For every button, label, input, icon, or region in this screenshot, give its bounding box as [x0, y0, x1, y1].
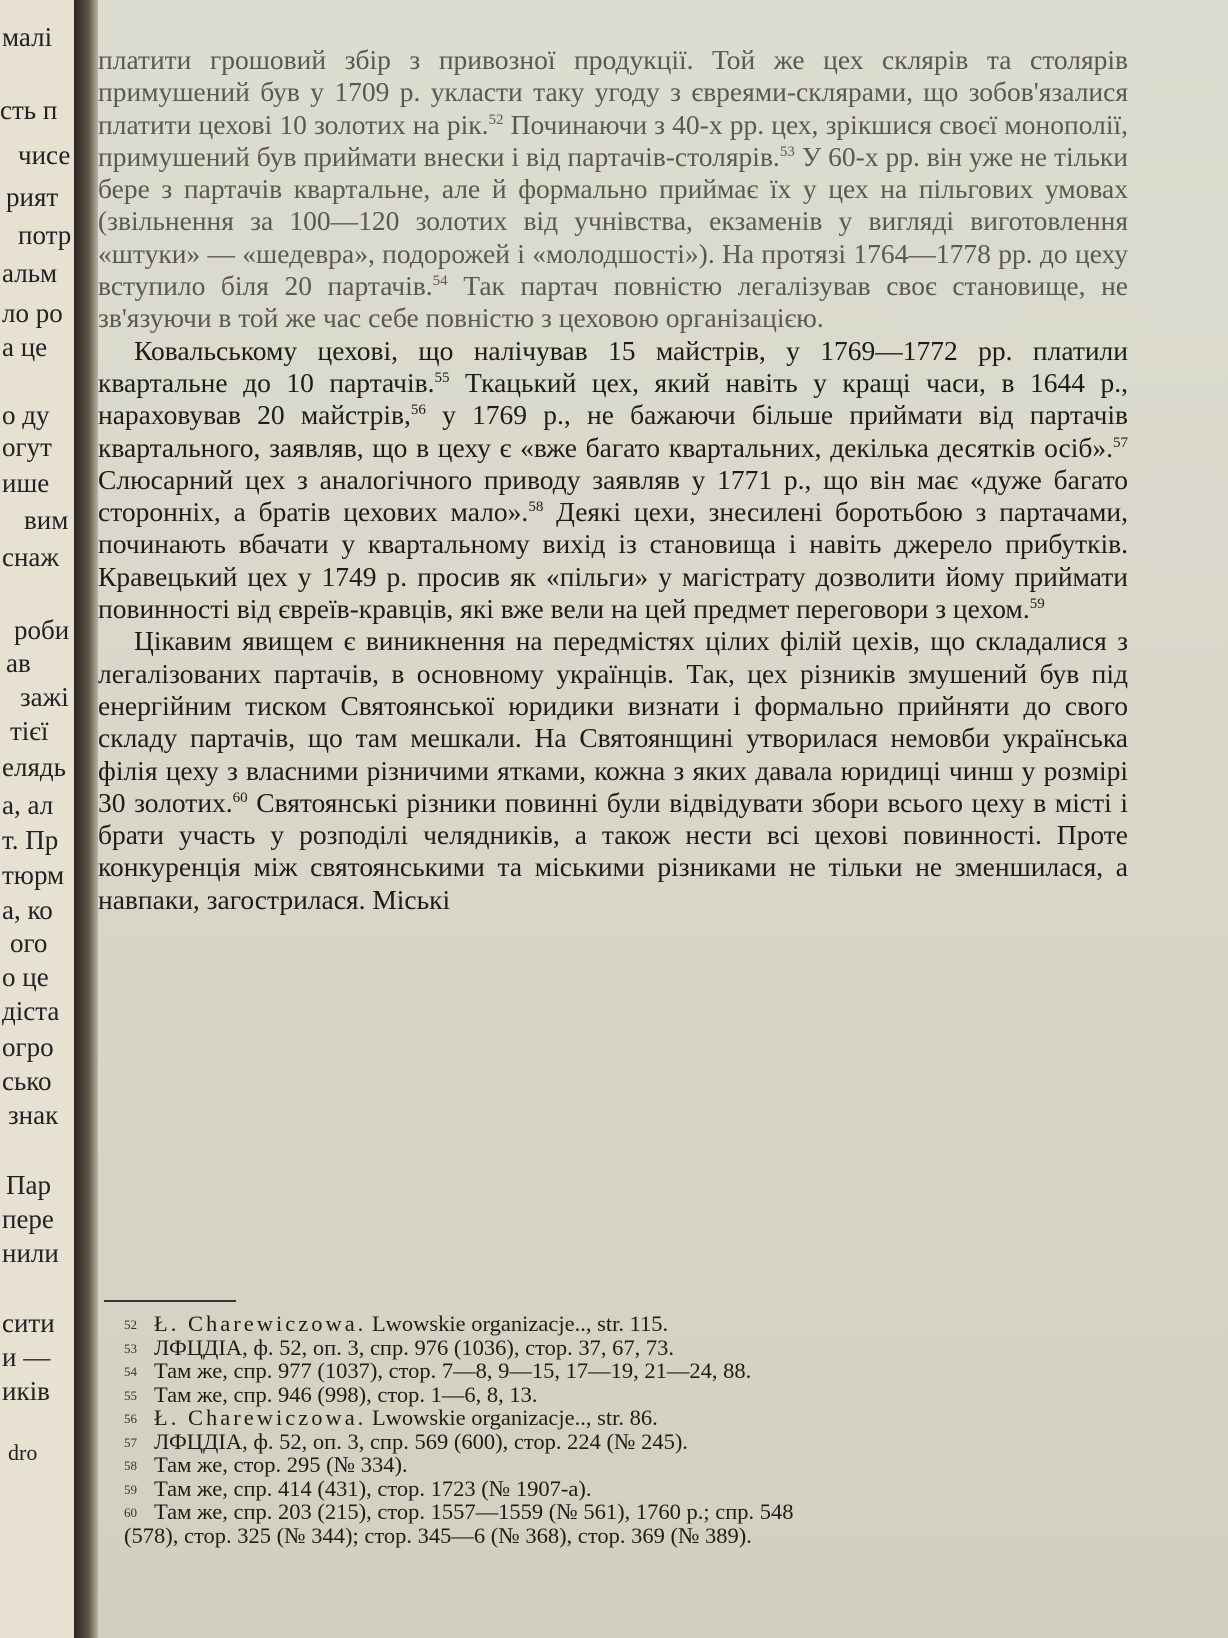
footnote: 56 Ł. Charewiczowa. Lwowskie organizacje.., str. 86. — [124, 1405, 658, 1430]
footnote: 59 Там же, спр. 414 (431), стор. 1723 (№ 1907-а). — [124, 1475, 592, 1501]
left-page-fragment: иків — [2, 1376, 50, 1406]
footnote: 53 ЛФЦДІА, ф. 52, оп. 3, спр. 976 (1036), стор. 37, 67, 73. — [124, 1334, 674, 1360]
footnote: 54 Там же, спр. 977 (1037), стор. 7—8, 9—15, 17—19, 21—24, 88. — [124, 1358, 752, 1383]
left-page-fragment: малі — [2, 22, 53, 52]
footnote: 60 Там же, спр. 203 (215), стор. 1557—1559 (№ 561), 1760 р.; спр. 548 — [124, 1499, 794, 1524]
left-page-fragment: а, ко — [2, 895, 53, 925]
paragraph: Ковальському цехові, що налічував 15 майстрів, у 1769—1772 рр. платили квартальне до 10 партачів.$^{55}$ Ткацький цех, який навіть у кращі часи, в 1644 р., нараховував 20 майстрів,$^{56}$ у 1769 р., не бажаючи більше приймати від партачів квартального, заявляв, що в цеху є «вже багато квартальних, декілька десятків осіб».$^{57}$ Слюсарний цех з аналогічного приводу заявляв у 1771 р., що він має «дуже багато сторонніх, а братів цехових мало».$^{58}$ Деякі цехи, знесилені боротьбою з партачами, починають вбачати у квартальному вихід із становища і навіть джерело прибутків. Кравецький цех у 1749 р. просив як «пільги» у магістрату дозволити йому приймати повинності від євреїв-кравців, які вже вели на цей предмет переговори з цехом.$^{59}$ — [98, 334, 1129, 625]
paragraph: Цікавим явищем є виникнення на передмістях цілих філій цехів, що складалися з легалізованих партачів, в основному українців. Так, цех різників змушений був під енергійним тиском Святоянської юридики визнати і формально прийняти до свого складу партачів, що там мешкали. На Святоянщині утворилася немовби українська філія цеху з власними різничими ятками, кожна з яких давала юридиці чинш у розмірі 30 золотих.$^{60}$ Святоянські різники повинні були відвідувати збори всього цеху в місті і брати участь у розподілі челядників, а також нести всі цехові повинності. Проте конкуренція між святоянськими та міськими різниками не тільки не зменшилася, а навпаки, загострилася. Міські — [98, 625, 1128, 915]
right-page — [98, 0, 1228, 1638]
left-page-fragment: рият — [6, 182, 59, 212]
left-page-fragment: знак — [8, 1100, 59, 1130]
left-page-fragment: о це — [2, 962, 49, 992]
left-page-fragment: потр — [18, 220, 72, 250]
footnote-ref[interactable]: 56 — [410, 402, 426, 419]
footnote: 55 Там же, спр. 946 (998), стор. 1—6, 8, 13. — [124, 1381, 538, 1407]
left-page-fragment: ого — [10, 928, 48, 958]
footnote-continuation: (578), стор. 325 (№ 344); стор. 345—6 (№ 368), стор. 369 (№ 389). — [124, 1522, 752, 1548]
left-page-fragment: Пар — [6, 1170, 51, 1200]
left-page-fragment: зажі — [20, 682, 69, 712]
left-page-fragment: діста — [2, 996, 60, 1026]
footnote-ref[interactable]: 57 — [1113, 434, 1128, 451]
footnote: 58 Там же, стор. 295 (№ 334). — [124, 1452, 408, 1477]
left-page-fragment: сть п — [0, 95, 58, 125]
left-page-fragment: альм — [2, 258, 58, 288]
left-page-fragment: нили — [2, 1238, 59, 1268]
left-page-fragment: тієї — [10, 716, 49, 746]
left-page-fragment: и — — [2, 1342, 51, 1372]
left-page-fragment: сити — [2, 1308, 55, 1338]
left-page-fragment: огут — [2, 432, 52, 462]
left-page-fragment: вим — [24, 505, 69, 535]
left-page-fragment: ише — [2, 468, 50, 498]
left-page-fragment: dro — [8, 1440, 38, 1465]
left-page-fragment: елядь — [2, 752, 66, 782]
left-page-fragment: роби — [14, 615, 70, 645]
footnote-separator — [104, 1300, 236, 1302]
footnote-ref[interactable]: 52 — [488, 111, 504, 128]
body-text — [98, 44, 1128, 916]
left-page-fragment: сько — [2, 1066, 52, 1096]
left-page-fragment: ав — [6, 648, 31, 678]
left-page-fragment: огро — [2, 1032, 54, 1062]
footnotes — [124, 1312, 1134, 1547]
left-page-fragment: а це — [2, 332, 48, 362]
left-page-fragment: ло ро — [2, 298, 63, 328]
footnote: 57 ЛФЦДІА, ф. 52, оп. 3, спр. 569 (600), стор. 224 (№ 245). — [124, 1428, 688, 1454]
left-page-fragment: о ду — [2, 400, 50, 430]
left-page-fragment: снаж — [2, 542, 60, 572]
footnote-ref[interactable]: 58 — [528, 499, 544, 515]
footnote-ref[interactable]: 55 — [434, 369, 450, 386]
left-page-fragment: чисе — [18, 140, 71, 170]
footnote-ref[interactable]: 59 — [1029, 595, 1045, 612]
left-page-fragment: а, ал — [2, 790, 54, 820]
left-page-fragment: т. Пр — [2, 825, 59, 855]
footnote-ref[interactable]: 60 — [232, 789, 248, 806]
left-page-fragment: тюрм — [2, 860, 65, 890]
left-page-fragment: пере — [2, 1204, 54, 1234]
footnote-ref[interactable]: 54 — [432, 272, 448, 289]
footnote-ref[interactable]: 53 — [779, 143, 795, 160]
footnote: 52 Ł. Charewiczowa. Lwowskie organizacje.., str. 115. — [124, 1311, 669, 1336]
left-page-edge — [0, 0, 74, 1638]
book-gutter — [74, 0, 98, 1638]
paragraph: платити грошовий збір з привозної продукції. Той же цех склярів та столярів примушений був у 1709 р. укласти таку угоду з євреями-склярами, що зобов'язалися платити цехові 10 золотих на рік.$^{52}$ Починаючи з 40-х рр. цех, зрікшися своєї монополії, примушений був приймати внески і від партачів-столярів.$^{53}$ У 60-х рр. він уже не тільки бере з партачів квартальне, але й формально приймає їх у цех на пільгових умовах (звільнення за 100—120 золотих від учнівства, екзаменів у вигляді виготовлення «штуки» — «шедевра», подорожей і «молодшості»). На протязі 1764—1778 рр. до цеху вступило біля 20 партачів.$^{54}$ Так партач повністю легалізував своє становище, не зв'язуючи в той же час себе повністю з цеховою організацією. — [98, 44, 1129, 334]
